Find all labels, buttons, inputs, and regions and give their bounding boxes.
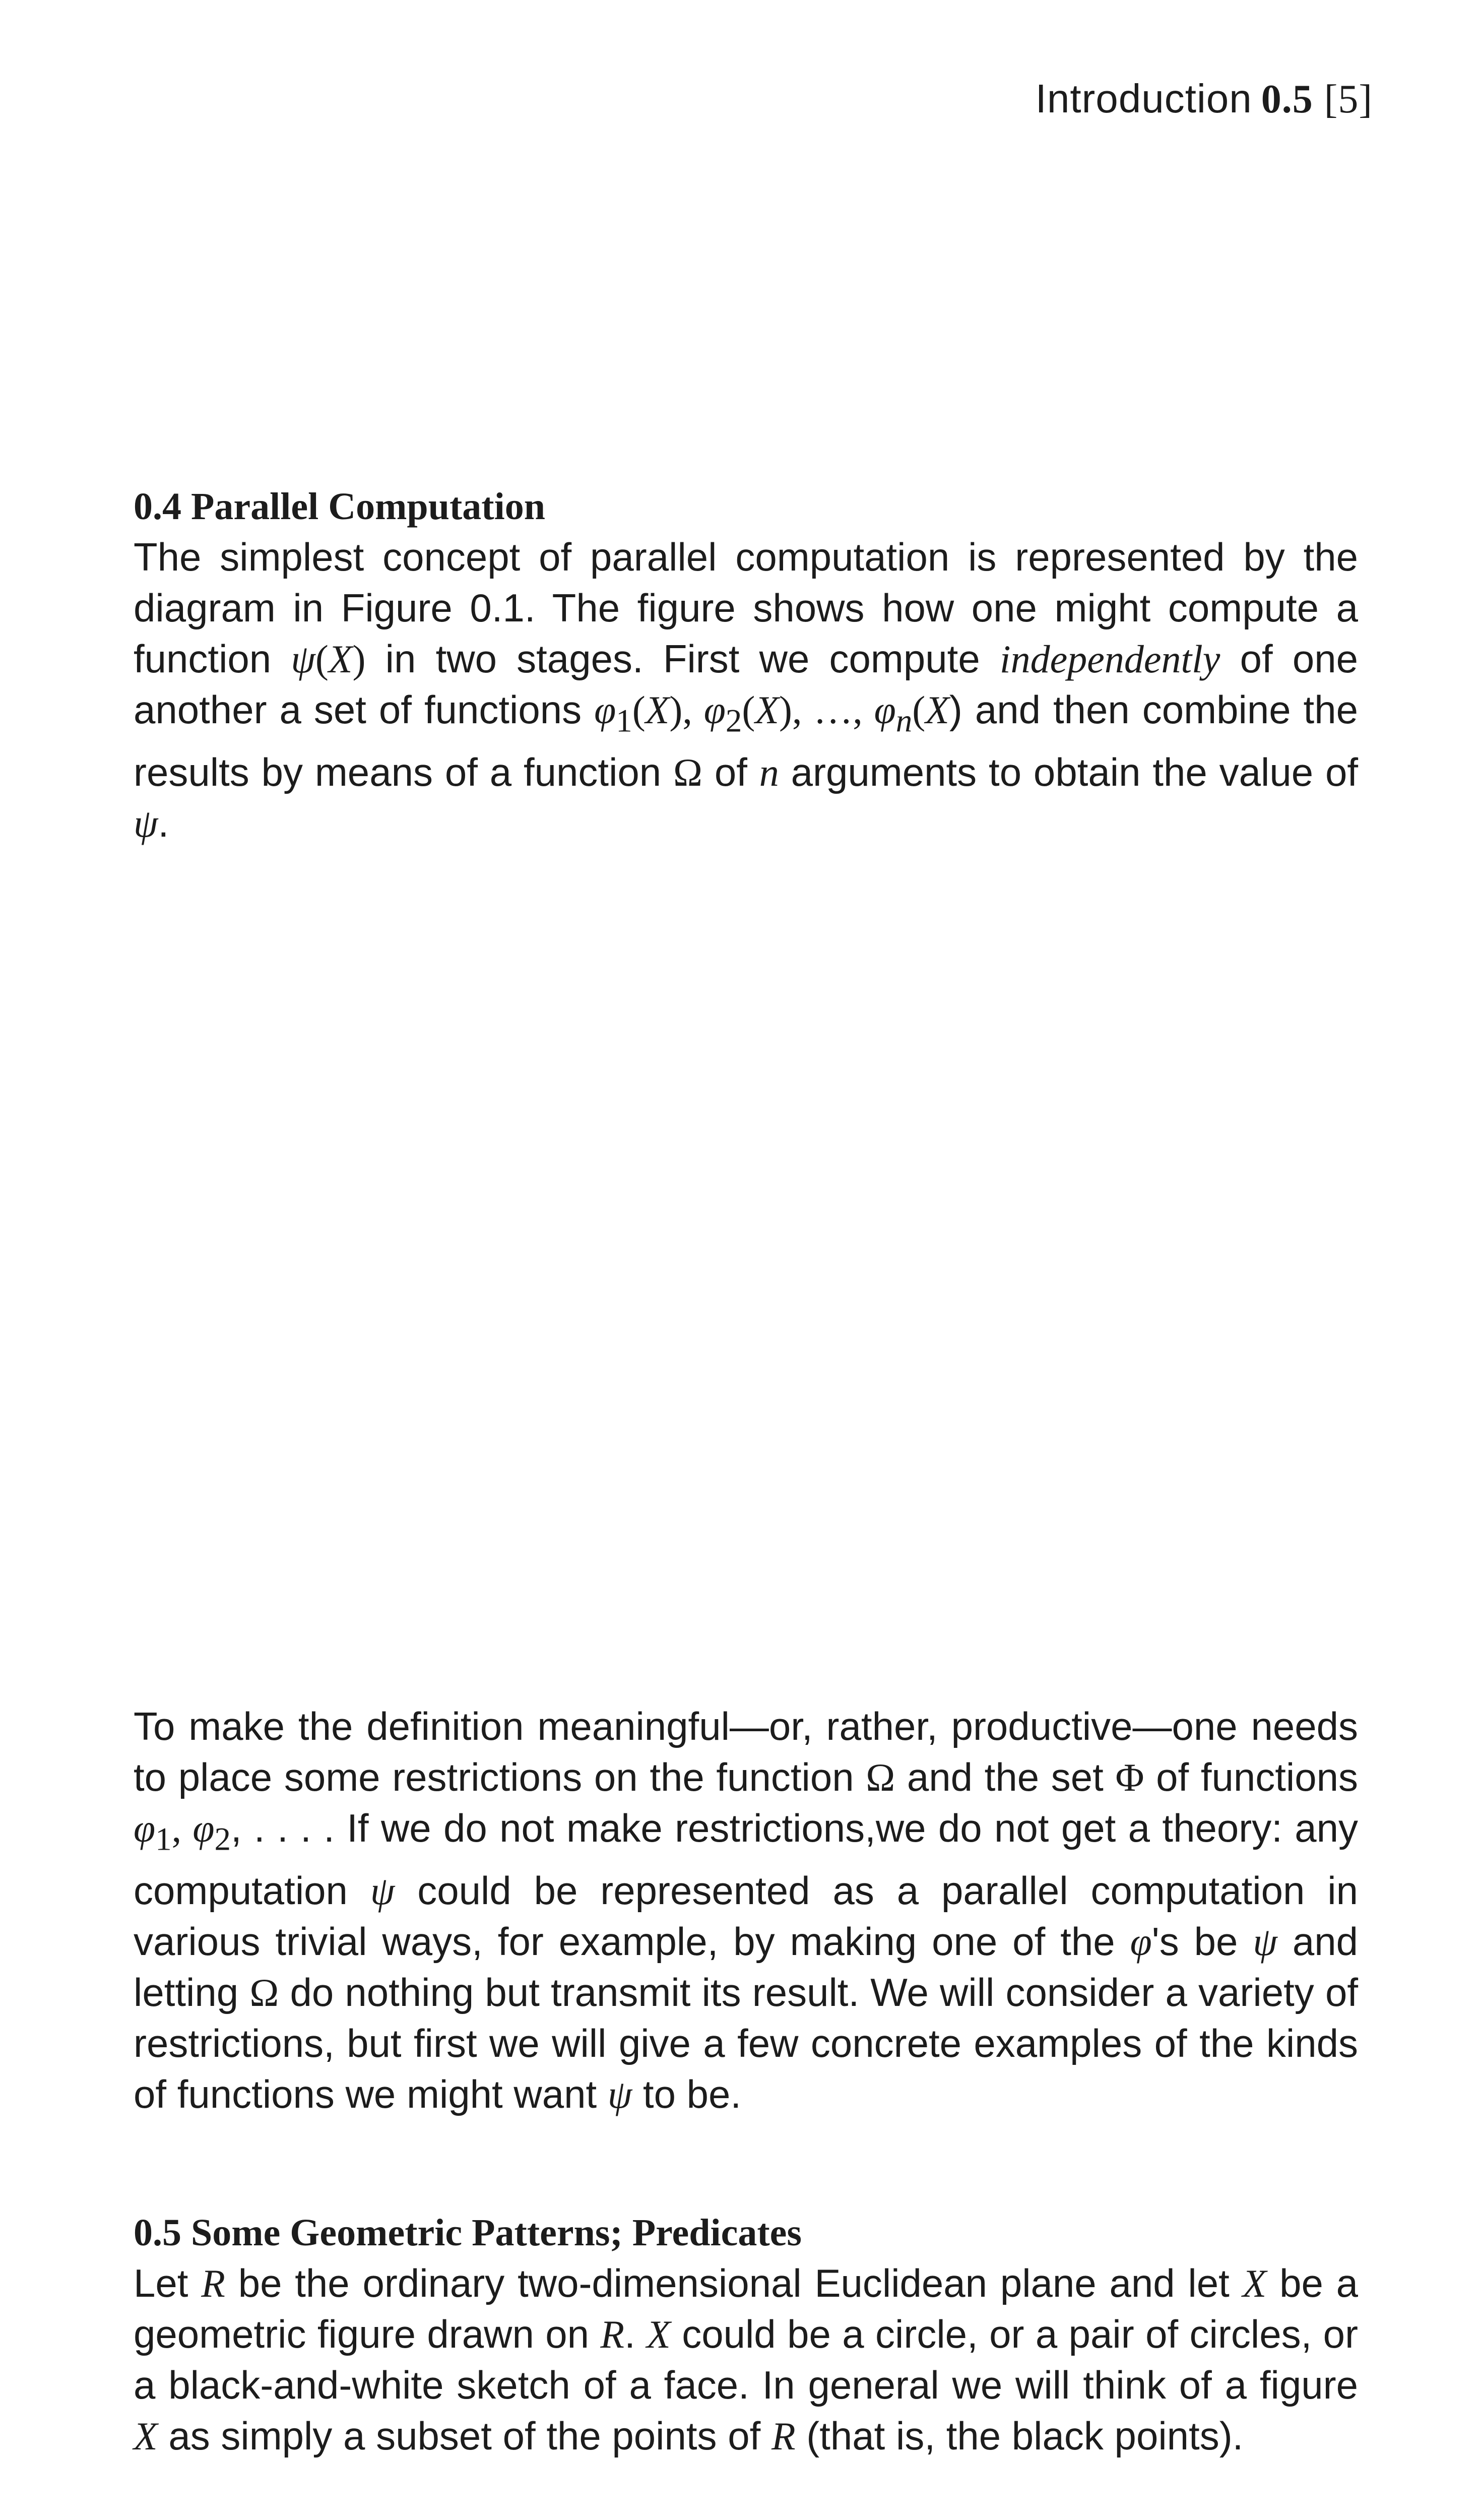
math-omega: Ω (673, 750, 702, 794)
text-run: (that is, the black points). (795, 2414, 1244, 2458)
text-run: To make the definition meaningful—or, rather, productive—one needs to place some restrictions on the function (134, 1704, 1358, 1799)
math-capital-phi: Φ (1115, 1755, 1144, 1799)
restrictions-paragraph-block (134, 1701, 1358, 2120)
math-r: R (201, 2261, 225, 2305)
math-phi: φ (594, 688, 616, 732)
math-paren: ) (352, 637, 366, 681)
text-run: be the ordinary two-dimensional Euclidean plane and let (225, 2261, 1243, 2305)
section-heading: 0.5 Some Geometric Patterns; Predicates (134, 2212, 802, 2254)
math-phi: φ (192, 1806, 215, 1850)
math-phi: φ (134, 1806, 156, 1850)
text-run: of (702, 749, 759, 794)
math-subscript: 1 (616, 703, 632, 739)
text-run: . (624, 2312, 647, 2356)
math-psi: ψ (1253, 1919, 1277, 1964)
text-run: do nothing but transmit its result. We will consider a variety of restrictions, but first we will give a few concrete examples of the kinds of functions we might want (134, 1970, 1359, 2116)
text-run: to be. (632, 2071, 742, 2116)
text-run: of functions (1144, 1755, 1359, 1799)
math-x: X (1242, 2261, 1267, 2305)
math-omega: Ω (866, 1755, 895, 1799)
text-run: and the set (895, 1755, 1116, 1799)
text-run: arguments to obtain the value of (779, 749, 1358, 794)
math-subscript: 2 (214, 1821, 231, 1858)
text-run: in two stages. First we compute (365, 637, 1000, 681)
math-paren: ( (742, 688, 755, 732)
text-run: as simply a subset of the points of (157, 2414, 771, 2458)
text-run: could be a circle, or a pair of circles, or a black-and-white sketch of a face. In general we will think of a figure (134, 2312, 1358, 2407)
section-paragraph (134, 2258, 1358, 2462)
math-subscript: n (895, 703, 913, 739)
math-x: X (647, 2312, 671, 2356)
math-phi: φ (703, 688, 726, 732)
math-subscript: 2 (725, 703, 742, 739)
section-0-4 (134, 481, 1358, 849)
math-psi: ψ (134, 801, 158, 845)
text-run: The simplest concept of parallel computation is represented by the diagram in Figure 0.1. The figure shows how one might compute a function (134, 535, 1358, 681)
math-paren: ( (315, 637, 329, 681)
math-r: R (771, 2414, 796, 2458)
emphasis-text: independently (999, 637, 1220, 681)
math-x: X (925, 688, 949, 732)
math-x: X (134, 2414, 158, 2458)
text-run: 's be (1151, 1919, 1253, 1964)
math-phi: φ (1130, 1919, 1152, 1964)
section-0-5 (134, 2208, 1358, 2462)
math-subscript: 1 (155, 1821, 172, 1858)
math-paren: ), (669, 688, 704, 732)
math-n: n (759, 750, 779, 794)
running-head-chapter: Introduction (1035, 76, 1252, 121)
running-head-section: 0.5 (1261, 77, 1313, 121)
text-run: could be represented as a parallel computation in various trivial ways, for example, by making one of the (134, 1868, 1358, 1964)
section-paragraph (134, 532, 1358, 849)
math-comma: , (171, 1806, 193, 1850)
body-paragraph (134, 1701, 1358, 2120)
math-x: X (328, 637, 353, 681)
text-run: of one another a set of functions (134, 637, 1358, 732)
running-head-page-number: [5] (1324, 77, 1373, 121)
math-x: X (645, 688, 670, 732)
math-psi: ψ (607, 2072, 632, 2116)
math-omega: Ω (249, 1970, 279, 2014)
math-psi: ψ (291, 637, 315, 681)
math-x: X (755, 688, 779, 732)
text-run: , . . . . If we do not make restrictions,we do not get a theory: any computation (134, 1806, 1359, 1913)
running-head (1036, 76, 1373, 122)
math-paren: ), …, (779, 688, 874, 732)
text-run: ) and then combine the results by means of a function (134, 687, 1358, 794)
math-psi: ψ (370, 1868, 395, 1913)
math-paren: ( (912, 688, 926, 732)
math-paren: ( (632, 688, 646, 732)
text-run: . (158, 800, 169, 845)
math-r: R (600, 2312, 625, 2356)
text-run: and letting (134, 1919, 1358, 2014)
text-run: be a geometric figure drawn on (134, 2261, 1358, 2356)
text-run: Let (134, 2261, 202, 2305)
math-phi: φ (874, 688, 896, 732)
section-heading: 0.4 Parallel Computation (134, 485, 545, 528)
